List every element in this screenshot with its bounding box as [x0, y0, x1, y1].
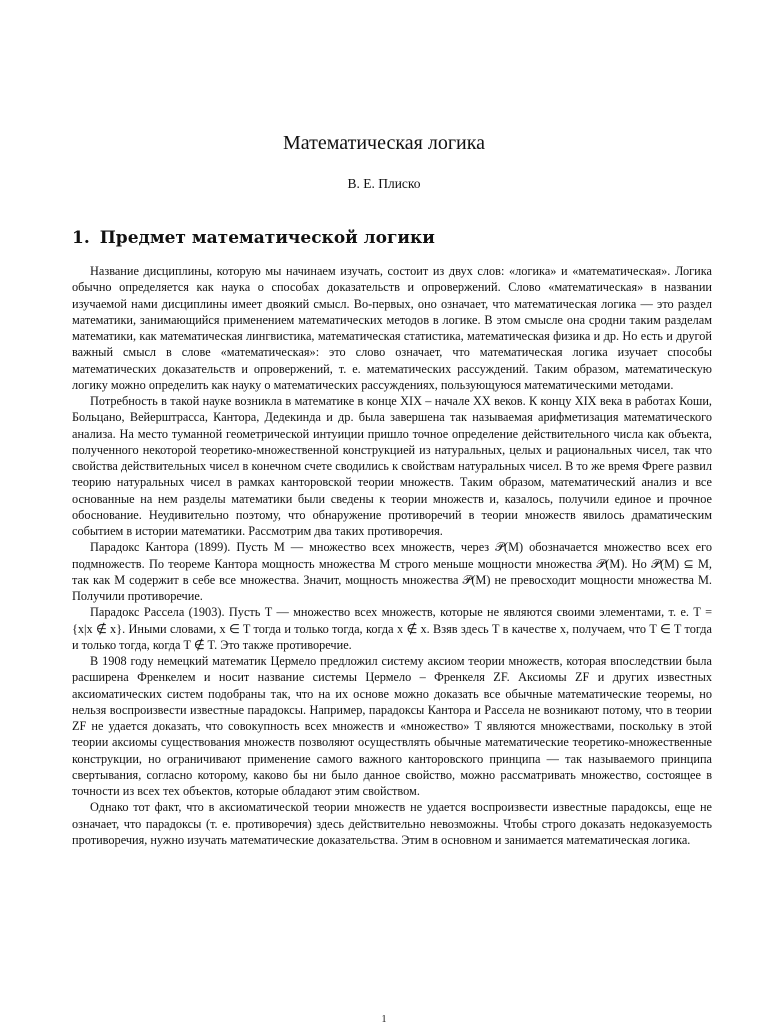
- section-title: Предмет математической логики: [99, 228, 435, 248]
- section-number: 1.: [72, 228, 90, 248]
- body-text: [72, 263, 712, 848]
- document-author: В. Е. Плиско: [347, 176, 421, 191]
- paragraph-cantor-paradox: Парадокс Кантора (1899). Пусть M — множество всех множеств, через 𝒫(M) обозначается множество всех его подмножеств. По теореме Кантора мощность множества M строго меньше мощности множества 𝒫(M). Но 𝒫(M) ⊆ M, так как M содержит в себе все множества. Значит, мощность множества 𝒫(M) не превосходит мощности множества M. Получили противоречие.: [72, 540, 712, 603]
- paragraph-2: Потребность в такой науке возникла в математике в конце XIX – начале XX веков. К концу XIX века в работах Коши, Больцано, Вейерштрасса, Кантора, Дедекинда и др. была завершена так называемая арифметизация математического анализа. На место туманной геометрической интуиции пришло точное определение действительного числа как объекта, полученного некоторой теоретико-множественной конструкцией из натуральных, целых и рациональных чисел, так что свойства действительных чисел в конечном счете сводились к свойствам натуральных чисел. В то же время Фреге развил теорию натуральных чисел в рамках канторовской теории множеств. Таким образом, математический анализ и все основанные на нем разделы математики были сведены к теории множеств и, казалось, получили единое и прочное обоснование. Неудивительно поэтому, что обнаружение противоречий в теории множеств явилось драматическим событием в истории математики. Рассмотрим два таких противоречия.: [72, 394, 712, 538]
- paragraph-conclusion: Однако тот факт, что в аксиоматической теории множеств не удается воспроизвести известные парадоксы, еще не означает, что парадоксы (т. е. противоречия) здесь действительно невозможны. Чтобы строго доказать недоказуемость противоречия, нужно изучать математические доказательства. Этим в основном и занимается математическая логика.: [72, 800, 712, 847]
- document-title: Математическая логика: [282, 132, 486, 154]
- page-number: 1: [381, 1014, 387, 1025]
- paragraph-1: Название дисциплины, которую мы начинаем изучать, состоит из двух слов: «логика» и «математическая». Логика обычно определяется как наука о способах доказательств и опровержений. Слово «математическая» в названии изучаемой нами дисциплины имеет двоякий смысл. Во-первых, оно означает, что математическая логика — это раздел математики, занимающийся применением математических методов в логике. В этом смысле она сродни таким разделам математики, как математическая лингвистика, математическая статистика, математическая физика и др. Но есть и другой важный смысл в слове «математическая»: это слово означает, что математическая логика изучает способы математических доказательств и опровержений, т. е. математических рассуждений. Таким образом, математическую логику можно определить как науку о математических рассуждениях, пользующуюся математическими методами.: [72, 264, 712, 392]
- section-heading: [72, 228, 435, 248]
- paragraph-zermelo: В 1908 году немецкий математик Цермело предложил систему аксиом теории множеств, которая впоследствии была расширена Френкелем и носит название системы Цермело – Френкеля ZF. Аксиомы ZF и других известных аксиоматических систем подобраны так, что на их основе можно доказать все обычные математические теоремы, но нельзя воспроизвести известные парадоксы. Например, парадоксы Кантора и Рассела не возникают потому, что в теории ZF не удается доказать, что совокупность всех множеств и «множество» T являются множествами, поскольку в этой теории аксиомы существования множеств позволяют осуществлять обычные математические теоретико-множественные конструкции, но ограничивают применение самого важного канторовского принципа — так называемого принципа свертывания, согласно которому, каково бы ни было данное свойство, можно рассматривать множество, состоящее в точности из всех тех объектов, которые обладают этим свойством.: [72, 654, 712, 798]
- paragraph-russell-paradox: Парадокс Рассела (1903). Пусть T — множество всех множеств, которые не являются своими элементами, т. е. T = {x|x ∉ x}. Иными словами, x ∈ T тогда и только тогда, когда x ∉ x. Взяв здесь T в качестве x, получаем, что T ∈ T тогда и только тогда, когда T ∉ T. Это также противоречие.: [72, 605, 712, 652]
